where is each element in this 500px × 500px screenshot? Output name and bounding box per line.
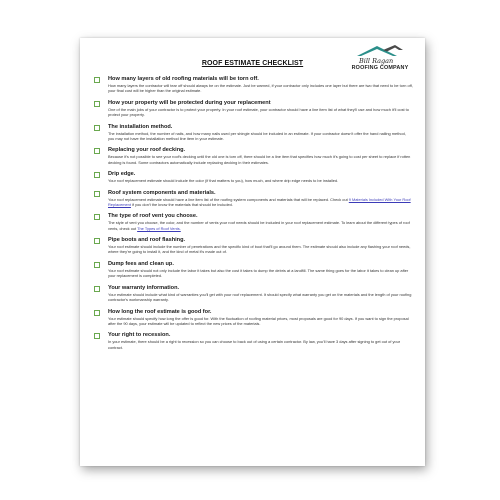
checkbox[interactable] [94,310,100,316]
item-body-text: The style of vent you choose, the color, and the number of vents your roof needs should be included in your roof replacement estimate. To learn about the different types of roof vents, check out [108,220,410,231]
checkbox[interactable] [94,125,100,131]
item-title: The type of roof vent you choose. [108,213,198,220]
item-body: Your roof estimate should not only include the labor it takes but also the cost it takes to dump the debris at a landfill. The same thing goes for the labor it takes to clean up after your replacement is completed. [108,267,409,279]
item-title: How many layers of old roofing materials will be torn off. [108,76,259,82]
checklist-item [94,213,413,231]
company-logo [345,44,415,74]
checkbox[interactable] [94,214,100,220]
checklist-item [94,100,413,118]
checkbox[interactable] [94,191,100,197]
item-body: The installation method, the number of nails, and how many nails used per shingle should be included in an estimate. If your contractor doesn't offer the hand nailing method, you may not have the installation method line item in your estimate. [108,130,406,141]
item-body-text: Your roof replacement estimate should have a line item list of the roofing system components and materials that will be replaced. Check out [108,196,349,202]
checklist-item [94,190,413,208]
materials-article-link[interactable]: 9 Materials Included With Your Roof Replacement [108,196,411,207]
checkbox[interactable] [94,101,100,107]
checklist-item [94,285,413,303]
page-title: ROOF ESTIMATE CHECKLIST [201,60,304,67]
checklist-item [94,147,413,165]
item-body [108,197,413,208]
checkbox[interactable] [94,172,100,178]
checkbox[interactable] [94,286,100,292]
logo-script-text: Bill Ragan [359,57,394,65]
roof-vents-article-link[interactable]: The Types of Roof Vents. [137,225,181,231]
item-body-text: if you don't the know the materials that should be included. [130,201,233,207]
roof-logo-icon [355,44,405,58]
item-body: One of the main jobs of your contractor is to protect your property. In your roof estimate, your contractor should have a line item list of what they'll use and how much it'll cost to protect your property. [108,106,409,118]
checklist-item [94,171,413,183]
checklist-item [94,76,413,94]
item-body: Your estimate should include what kind of warranties you'll get with your roof replacement. It should specify what warranty you get on the materials and the length of your roofing contractor's workmanship warranty. [108,291,412,303]
item-body: How many layers the contractor will tear off should always be on the estimate. Just be warned, if your contractor only includes one layer but there are two that need to be torn off, your final cost will be higher than the original estimate. [108,83,413,94]
checkbox[interactable] [94,262,100,268]
checklist-item [94,261,413,279]
item-body: Your estimate should specify how long the offer is good for. With the fluctuation of roofing material prices, most proposals are good for 90 days. If you want to sign the proposal after the 90 days, your estimate will be updated to reflect the new prices of the materials. [108,315,409,326]
item-body: In your estimate, there should be a right to recession so you can choose to back out of using a certain contractor. By law, you'll have 3 days after signing to get out of your contract. [108,339,401,350]
item-title: Your right to recession. [108,332,171,339]
item-title: The installation method. [108,123,173,130]
checklist-item [94,124,413,142]
checkbox[interactable] [94,333,100,339]
item-body: Your roof estimate should include the number of penetrations and the specific kind of boot that'll go around them. The estimate should also include any flashing your roof needs, where they're going to install it, and the kind of metal it's made out of. [108,244,411,255]
checklist-item [94,237,413,255]
item-title: Roof system components and materials. [108,189,216,196]
checkbox[interactable] [94,238,100,244]
item-body: Your roof replacement estimate should include the color (if that matters to you), how much, and where drip edge needs to be installed. [108,178,339,184]
checklist-item [94,309,413,327]
item-title: Pipe boots and roof flashing. [108,237,186,244]
item-title: Replacing your roof decking. [108,147,186,154]
item-body: Because it's not possible to see your roof's decking until the old one is torn off, there should be a line item that specifies how much it's going to cost per sheet to replace if rotten decking is found. Some contractors automatically include replacing decking in their estimates. [108,154,411,165]
item-body [108,220,413,231]
checklist-item [94,332,413,350]
item-title: Drip edge. [108,171,136,178]
checkbox[interactable] [94,77,100,83]
item-title: Dump fees and clean up. [108,260,174,267]
logo-company-text: ROOFING COMPANY [351,65,409,71]
checklist [94,76,413,356]
item-title: How long the roof estimate is good for. [108,308,212,315]
item-title: How your property will be protected during your replacement [108,99,271,106]
item-title: Your warranty information. [108,284,180,291]
checkbox[interactable] [94,148,100,154]
checklist-document-page [80,38,425,466]
